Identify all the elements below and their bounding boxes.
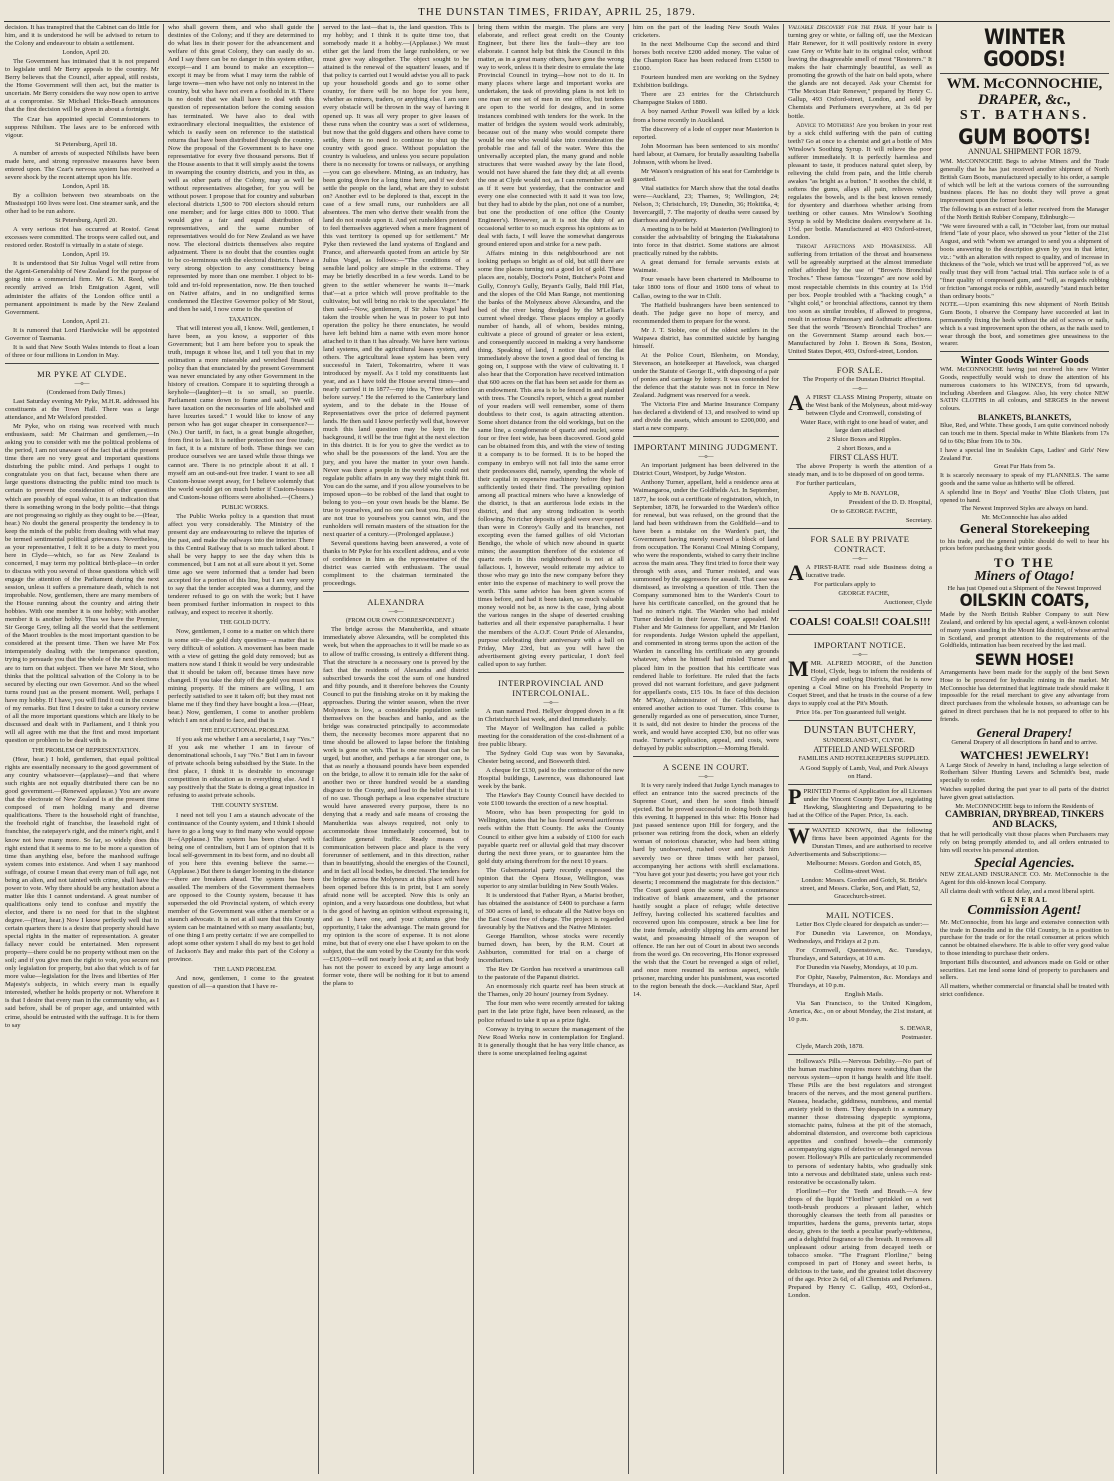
ad-heading: Winter Goods Winter Goods: [960, 355, 1089, 367]
section-rule: [788, 359, 932, 360]
column-3: [320, 24, 472, 1476]
ornament: —o—: [543, 699, 559, 706]
article-text: A cheque for £130, paid to the contractor of the new Hospital buildings, Lawrence, was dishonoured last week by the bank.: [478, 767, 624, 791]
dateline: London, April 20.: [62, 49, 110, 57]
article-text: A boy named Arthur Powell was killed by a kick from a horse recently in Auckland.: [633, 108, 779, 124]
ad-text: S. DEWAR,: [899, 1024, 932, 1032]
article-text: John Moorman has been sentenced to six months' hard labour, at Oamaru, for brutally assaulting Isabella Johnson, with whom he lived.: [633, 142, 779, 166]
section-heading: TAXATION.: [228, 315, 262, 323]
ad-heading: DUNSTAN BUTCHERY,: [803, 725, 917, 737]
column-6: [785, 24, 935, 1476]
article-text: him on the part of the leading New South Wales cricketers.: [633, 24, 779, 40]
ad-text: Are you broken in your rest by a sick child suffering with the pain of cutting teeth? Go at once to a chemist and get a bottle of Mrs Winslow's Soothing Syrup. It will relieve the poor sufferer immediately. It is perfectly harmless and pleasant to taste, it produces natural quiet sleep, by relieving the child from pain, and the little cherub awakes "as bright as a button." It soothes the child, it softens the gums, allays all pain, relieves wind, regulates the bowels, and is the best known remedy for dysentery and diarrhoea whether arising from teething or other causes. Mrs Winslow's Soothing Syrup is sold by Medicine dealers everywhere at 1s. 1½d. per bottle. Manufactured at 493 Oxford-street, London.: [788, 121, 932, 242]
section-rule: [788, 610, 932, 611]
ad-heading: IMPORTANT NOTICE.: [813, 640, 907, 650]
section-rule: [5, 363, 159, 364]
article-text: It is said that New South Wales intends to float a loan of three or four millions in London in May.: [5, 343, 159, 359]
article-text: The Gubernatorial party recently expressed the opinion that the Opera House, Wellington, was superior to any similar building in New South Wales.: [478, 866, 624, 890]
ad-text: Great Fur Hats from 5s.: [994, 463, 1055, 471]
ornament: —o—: [852, 555, 868, 562]
article-heading: INTERPROVINCIAL AND INTERCOLONIAL.: [498, 677, 604, 698]
ad-text: WANTED KNOWN, that the following firms have been appointed Agents for the Dunstan Times, and are authorised to receive Advertisements and Subscriptions:—: [788, 826, 932, 858]
article-text: The Mayor of Wellington has called a public meeting for the consideration of the cost-dishment of a free public library.: [478, 724, 624, 748]
article-text: It is rumored that Lord Hardwicke will be appointed Governor of Tasmania.: [5, 326, 159, 342]
section-rule: [788, 720, 932, 721]
article-heading: A SCENE IN COURT.: [662, 762, 750, 773]
ad-text: Via San Francisco, to the United Kingdom, America, &c., on or about Monday, the 21st instant, at 10 p.m.: [788, 999, 932, 1023]
ad-heading: CAMBRIAN, DRYBREAD, TINKERS AND BLACKS,: [945, 810, 1104, 831]
ad-text: 2 Sluice Boxes and Ripples.: [826, 436, 902, 444]
ad-text: SUNDERLAND-ST., CLYDE.: [822, 737, 905, 745]
section-rule: [478, 672, 624, 673]
ad-text: It is scarcely necessary to speak of my FLANNELS. The same goods and the same value as hitherto will be offered.: [940, 472, 1109, 488]
ad-text: All suffering from irritation of the throat and hoarseness will be agreeably surprised at the almost immediate relief afforded by the use of "Brown's Bronchial Troches." These famous "lozenges" are now sold by most respectable chemists in this country at 1s 1½d per box. People troubled with a "hacking cough," a "slight cold," or bronchial affections, cannot try them too soon as similar troubles, if allowed to progress, result in serious Pulmonary and Asthmatic affections. See that the words "Brown's Bronchial Troches" are on the Government Stamp around each box.—Manufactured by John I. Brown & Sons, Boston, United States Depot, 493, Oxford-street, London.: [788, 243, 932, 355]
ornament: —o—: [388, 609, 404, 616]
ad-text: "We were favoured with a call, in "October last, from our mutual friend "late of your place, who showed us your "letter of the 21st August, and with "whom we arranged to send you a shipment of boots answering to the description given by you in that letter, viz.: "with an alteration with respect to quality, and of increase in thickness of the "sole, which we trust will be approved "of, as we really trust they will from "actual trial. This surface sole is of a "finer quality of compressed gum, and "will, as regards rubbing or friction "amongst rocks or rubble, assuredly "stand much better than ordinary boots.": [940, 222, 1109, 300]
column-divider: [628, 24, 629, 1474]
ad-text: Water Race, with right to one head of water, and large dam attached: [800, 419, 928, 435]
ad-text: Clyde, March 20th, 1878.: [796, 1042, 864, 1050]
ad-text: He has just Opened out a Shipment of the Newest Improved: [947, 584, 1102, 592]
article-heading: MR PYKE AT CLYDE.: [37, 368, 127, 379]
ad-heading: WM. McCONNOCHIE,: [946, 76, 1103, 93]
ad-text: Auctioneer, Clyde: [883, 598, 932, 606]
ad-text: President of the D. D. Hospital,: [848, 498, 932, 506]
drop-cap: A: [788, 559, 804, 585]
article-text: It is very rarely indeed that Judge Lynch manages to effect an entrance into the sacred precincts of the Supreme Court, and then he soon finds himself ejected. But he proved successful in doing both things this evening. It happened in this wise: His Honor had just passed sentence upon Hill for forgery, and the prisoner was retiring from the dock, when an elderly woman of notorious character, who had been sitting hard by unobserved, rushed over and struck him severely two or three times with her parasol, accompanying her actions with shrill exclamations. "You have got your just deserts; you have got your rich deserts; I recommend the magistrate for this decision." The Court gazed upon the scene with a countenance indicative of blank amazement, and the prisoner hastily sought a place of refuge; while detective Jeffrey, having collected his scattered faculties and recovered upon his composure, struck a bee line for the irate female, adroitly slipping his arm around her waist, and possessing himself of the weapon of offence. He ran her out of Court in about two seconds from the word go. On recovering, His Honor expressed the wish that the Court be revenged a sign of relief, and once more resumed its serious aspect, while prisoner, marching under his punishment, was escorted to the region beneath the dock.—Auckland Star, April 14.: [633, 782, 779, 999]
ad-heading: COALS! COALS!! COALS!!!: [789, 616, 931, 628]
masthead-title: THE DUNSTAN TIMES, FRIDAY, APRIL 25, 1879.: [418, 6, 696, 18]
ad-heading: Special Agencies.: [974, 855, 1075, 871]
ad-heading: WATCHES! JEWELRY!: [959, 748, 1090, 763]
drop-cap: M: [788, 656, 809, 682]
article-text: The Rev Dr Gordon has received a unanimous call to the pastorate of the Papanui district.: [478, 966, 624, 982]
ad-text: For particulars apply to: [813, 580, 876, 588]
article-text: If you ask me whether I am a secularist, I say "Yes." If you ask me whether I am in favour of denominational schools, I say "No." But I am in favour of private schools being subsidised by the State. In the first place, I think it is desirable to encourage competition in education as in everything else. And I say positively that the State is doing a great injustice in refusing to assist private schools.: [168, 736, 314, 800]
article-text: (Hear, hear.) I hold, gentlemen, that equal political rights are essentially necessary to the good government of any country whatsoever—(applause)—and that where such rights are not equally distributed there can be no good government.—(Renewed applause.) You are aware that the electorate of New Zealand is at the present time composed of men holding many and diverse qualifications. There is the household right of franchise, the freehold right of franchise, the leasehold right of franchise, the ratepayer's right, and the miner's right, and I know not how many more. So far, so widely does this right extend that it seems to me to be more a question of time than anything else, before the manhood suffrage system comes into existence. And when I say manhood suffrage, of course I mean that every man of full age, not being an alien, and not tainted with crime, shall have the power to vote. Why there should be any hesitation about a matter like this I cannot understand. A great number of qualifications only tend to confuse and mystify the elector, and there is no need for that in the slightest degree.—(Hear, hear.) Now I know perfectly well that in certain quarters there is a desire that property should have special rights in the matter of representation. A greater fallacy never could be entertained. Men represent property—there could be no property without men on the soil; and if you give men the right to vote, you secure not only legislation for property, but also that which is of far more value—legislation for the lives and liberties of Her Majesty's subjects, in which every man is equally interested, whether he holds property or not. Wherefore it is that I desire that every man in the community who, as I said before, shall be of proper age, and untainted with crime, should be entrusted with the suffrage. It is for them to say: [5, 756, 159, 1029]
article-text: The bridge across the Manuherikia, and situate immediately above Alexandra, will be completed this week, but when the approaches to it will be made so as to allow of traffic crossing, is entirely a different thing. That the structure is a necessary one is proved by the fact that the residents of Alexandra and district subscribed towards the cost the sum of one hundred and fifty pounds, and it therefore behoves the County Council to put the finishing stroke on it by making the approaches. During the winter season, when the river Molyneux is low, a considerable population settle themselves on the beaches and banks, and as the bridge was constructed principally to accommodate them, the necessity becomes more apparent that no time should be allowed to lapse before the finishing work is gone on with. That is one reason that can be urged, but another, and perhaps a far stronger one, is that as nearly a thousand pounds have been expended on the bridge, to allow it to remain idle for the sake of another two or three hundred would be a standing disgrace to the County, and lead to the belief that it is of no use. Though perhaps a less expensive structure would have answered every purpose, there is no denying that a ready and safe means of crossing the Manuherikia was always required, not only to accommodate those immediately concerned, but to facilitate general traffic. Ready means of communication between place and place is the very forerunner of settlement, and in this direction, rather than in beautifying, should the energies of the Council, and in fact all local bodies, be directed. The tenders for the bridge across the Molyneux at this place will have been opened before this is in print, but I am sorely afraid none will be accepted. Now this is only an opinion, and a very hazardous one doubtless, but what is the good of having an opinion without expressing it, and as I have one, and your columns give the opportunity, I take the advantage. The main ground for my opinion is the score of expense. It is not alone mine, but that of every one else I have spoken to on the subject, that the sum voted by the County for this work—£15,000—will not nearly look at it; and as that body has not the power to exceed by any large amount a former vote, there will be nothing for it but to amend the plans to: [323, 626, 469, 988]
article-text: decision. It has transpired that the Cabinet can do little for him, and it is understood he will be advised to return to the Colony and endeavour to obtain a settlement.: [5, 24, 159, 48]
article-text: In the next Melbourne Cup the second and third horses both receive £200 added money. The value of the Champion Race has been reduced from £1500 to £1000.: [633, 41, 779, 73]
section-rule: [788, 784, 932, 785]
ad-text: Hollowax's Pills.—Nervous Debility.—No part of the human machine requires more watching than the nervous system—upon it hangs health and life itself. These Pills are the best regulators and strongest bracers of the nerves, and the most general purifiers. Nausea, headache, giddiness, numbness, and mental anxiety yield to them. They despatch in a summary manner those distressing dyspeptic symptoms, stomachic pains, fulness at the pit of the stomach, abdominal distension, and overcome both capricious appetites and confined bowels—the commonly accompanying signs of defective or deranged nervous power. Holloway's Pills are particularly recommended to persons of sedentary habits, who gradually sink into a nervous and debilitated state, unless such rest-restorative be occasionally taken.: [788, 1057, 932, 1186]
article-text: Moore, who has been prospecting for gold in Wellington, states that he has found several auriferous reefs within the Hutt County. He asks the County Council to either give him a subsidy of £100 for each payable quartz reef or alluvial gold that may discover during the next three years, or to guarantee him the gold duty arising therefrom for the next 10 years.: [478, 809, 624, 865]
article-text: Affairs mining in this neighbourhood are not looking perhaps so bright as of old, but still there are some fine places turning out a good lot of gold. These places are, notably, Doctor's Point, Butcher's Point and Gully, Conroy's Gully, Bryant's Gully, Bald Hill Flat, and the slopes of the Old Man Range, not mentioning the banks of the Molyneux above Alexandra, and the bed of the river being dredged by the M'Lellan's current wheel dredge. These places employ a goodly number of hands, all of whom, besides mining, cultivate a piece of ground of greater or less extent, and consequently succeed in making a very handsome thing. Speaking of land, I notice that on the flat immediately above the town a good deal of fencing is going on, I suppose with the view of cultivating it. I also hear that the Corporation have received intimation that 600 acres on the flat has been set aside for them as an endowment. This area is to be fenced in and planted with trees. The Council's report, which a great number of your readers will well remember, some of them doubtless to their cost, is again attracting attention. Some short distance from the old workings, but on the same line, a conglomerate of quartz and nuclei, some four or five feet wide, has been discovered. Good gold can be obtained from this, and with the view of testing it a company is to be formed. It is to be hoped the company in embryo will not fall into the same error their predecessors did, namely, spending the whole of their capital in expensive machinery before they had sufficiently tested their find. The prevailing opinion among all practical miners who have a knowledge of the district, is that an auriferous lode exists in the district, and that any strong indication is worth following. No richer deposits of gold were ever opened than were in Conroy's Gully and its branches, not excepting even the famed gullies of old Victorian Bendigo, the whole of which now abound in quartz mines; the assumption therefore of the existence of quartz reefs in this neighbourhood is not at all fallacious. I, however, would reiterate my advice to those who may go into the new company before they enter into the expense of machinery to well prove the worth. This same advice has been given scores of times before, and had it been taken, so much valuable money would not be, as now is the case, lying about the various ranges in the shape of deserted crushing batteries and all their expensive paraphernalia. I hear the members of the A.O.F. Court Pride of Alexandra, purpose celebrating their anniversary with a ball on Friday, May 23rd, but as you will have the advertisement giving every particular, I don't feel called upon to say further.: [478, 250, 624, 668]
ad-text: The following is an extract of a letter received from the Manager of the North British Rubber Company, Edinburgh:—: [940, 205, 1109, 221]
ad-text: to his trade, and the general public should do well to hear his prices before purchasing their winter goods.: [940, 537, 1109, 553]
ad-heading: GUM BOOTS!: [958, 125, 1091, 150]
ad-text: WM. McCONNOCHIE Begs to advise Miners and the Trade generally that he has just received another shipment of North British Gum Boots, manufactured specially to his order, a sample of which will be left at the various corners of the surrounding business places. He has no doubt they will prove a great improvement upon the former boots.: [940, 158, 1109, 205]
drop-cap: A: [788, 390, 804, 416]
ad-text: that he will periodically visit those places when Purchasers may rely on being promptly attended to, and all orders entrusted to him will receive his personal attention.: [940, 831, 1109, 854]
article-text: Fourteen hundred men are working on the Sydney Exhibition buildings.: [633, 74, 779, 90]
section-heading: THE COUNTY SYSTEM.: [211, 802, 279, 810]
article-text: That will interest you all, I know. Well, gentlemen, I have been, as you know, a supporter of this Government; but I am here before you to speak the truth, impugn it whose list, and I tell you that in my estimation a more miserable and wretched financial policy than that enunciated by the present Government was never enunciated by any other Government in the history of creation. Compare it to squirting through a keyhole—(laughter)—it is so small, so puerile. Parliament came down to frame and said, "We will have taxation on the necessaries of life abolished and have luxuries taxed." I would like to know of any person who has got sugar cheaper in consequence?—(No.) Our tariff, in fact, is a great bungle altogether, from first to last. It is neither protection nor free trade; in fact, it is a mixture of both. These things we can produce ourselves we are taxed while those things we cannot are. There is no principle about it at all. I myself am an out-and-out free trader. I want to see all Custom-house swept away, for I believe solemnly that the world would get on much better if Custom-houses and Custom-house officers were abolished.—(Cheers.): [168, 324, 314, 501]
section-heading: THE GOLD DUTY.: [219, 619, 271, 627]
article-text: Mr Pyke, who on rising was received with much enthusiasm, said: Mr Chairman and gentlemen,—In asking you to consider with me the political problems of the period, I am not unaware of the fact that at the present time there are no very great and important questions disturbing the public mind. And perhaps I ought to congratulate you on that fact, because when there are large questions distracting the public mind too much is certain to prevent the consideration of other questions which are possibly of equal value, it is an indication that there is something wrong in the body politic—that things are not progressing so rightly as they ought to be.—(Hear, hear.) No doubt the general prosperity the tendency is to keep the minds of the public from dealing with what may be termed sentimental political grievances. Nevertheless, as your representative, I felt it to be a duty to meet you here in Clyde—which, so far as New Zealand is concerned, I may term my political birth-place—in order to discuss with you several of those questions which will engage the attention of the Parliament during the next session, unless it suffers a premature death, which is not improbable. Now, gentlemen, there are many members of the House running about the country and airing their hobbies. With one member it is one hobby; with another member it is another hobby. Thus we have the Premier, Sir George Grey, telling all the world that the settlement of the Maori troubles is the most important question to be considered at the present time. Then we have Mr Fox intemperately dealing with the temperance question, trying to persuade you that the whole of the next elections are to turn on that subject. Then we have Mr Stout, who thinks that the political salvation of the Colony is to be secured by electing our own Governor. And so the wheel turns round just as the present moment. Well, perhaps I have my hobby. If I have, you will find it out in the course of my remarks. But first I desire to take a cursory review of all the more important questions which are likely to be discussed and dealt with in Parliament, and I think you will all agree with me that the first and most important question or problem to be dealt with is: [5, 423, 159, 744]
article-text: The Public Works policy is a question that must affect you very considerably. The Ministry of the present day are endeavouring to relieve the injuries of the past, and make the railways into the interior. There is this Central Railway that is so much talked about. I shall be very happy to see the day when this is commenced, but I am not at all sure about it yet. Some time ago we were informed that a tender had been accepted for a portion of this line, but I am very sorry to say that the tender accepted was a dummy, and the tenderer refused to go on with the work; but I have been promised further information in respect to this railway, and expect to receive it shortly.: [168, 512, 314, 617]
ornament: —o—: [852, 385, 868, 392]
ad-text: A FIRST-RATE road side Business doing a lucrative trade.: [805, 563, 932, 579]
ornament: —o—: [852, 652, 868, 658]
ad-text: Mr. McConnochie has also added: [981, 514, 1068, 522]
article-text: A number of arrests of suspected Nihilists have been made here, and strong repressive measures have been entered upon. The Czar's nervous system has received a severe shock by the recent attempt upon his life.: [5, 149, 159, 181]
ad-text: A Large Stock of Jewelry in hand, including a large selection of Rotherham Silver Hunting Levers and Schmidt's best, made specially to order.: [940, 761, 1109, 785]
dateline: London, April 19.: [62, 251, 110, 259]
article-text: The Czar has appointed special Commissioners to suppress Nihilism. The laws are to be enforced with vigour.: [5, 115, 159, 139]
ad-text: GEORGE FACHE,: [838, 589, 890, 597]
masthead: [0, 6, 1114, 18]
drop-cap: P: [788, 783, 802, 809]
article-text: served to the last—that is, the land question. This is my hobby; and I think it is quite time too, that somebody made it a hobby.—(Applause.) We must either get the land from the large runholders, or we must give way altogether. The object sought to be attained is the renewal of the squatters' leases, and if that policy is carried out I would advise you all to pack up your household goods and go to some other country, for there will be no hope for you here, whether as miners, traders, or anything else. I am sure every obstacle will be thrown in the way of having it opened up. It was all very proper to give leases of these runs when the country was a sort of wilderness, but now that the gold diggers and others have come to settle, there is no need to continue to shut up the country with good grace. Without population the country is valueless, and unless you secure population there is no necessity for towns or railways, or anything—you can go elsewhere. Mining, as an industry, has been going down for a long time here, and if we don't settle the people on the land, what are they to subsist on? Another evil to be deplored is that, except in the case of a few small runs, our runholders are all absentees. The men who derive their wealth from the land do not reside upon it. And yet runholders pretend to feel themselves aggrieved when a mere fragment of this vast territory is opened up for settlement." Mr Pyke then reviewed the land systems of England and France, and afterwards quoted from an article by Sir Julius Vogel, as follows:—"The conditions of a sensible land policy are simple in the extreme. They may be briefly described in a few words. Land to be given to the settler whenever he wants it—'mark that'—at a price which will prove profitable to the cultivator, but will bring no risk to the speculator." He then said—Now, gentlemen, if Sir Julius Vogel had taken the trouble when he was in power to put into operation the policy he there enunciates, he would have left behind him a name with even more honor attached to it than it has already. We have here various land systems, and the agricultural leases system, and others. The agricultural lease system has been very successful in Taieri, Tokomairiro, where it was introduced by myself. As I told my constituents last year, and as I have told the House several times—and nearly carried it in 1877—my idea is, "Free selection before survey." He the referred to the Canterbury land system, and to the debate in the House of Representatives over the price of deferred payment lands. He then said I know perfectly well that, however much this land question may be kept in the background, it will be the true fight at the next election in this district. It is for you to give the verdict as to who shall be the possessors of the land. You are the jury, and you have the matter in your own hands. Never was there a people in the world who could not regulate public affairs in any way they might think fit. You can do the same, and if you allow yourselves to be imposed upon—to be robbed of the land that ought to belong to you—on your own heads be the blame. Be true to yourselves, and no one can beat you. But if you are not true to yourselves you cannot win, and the runholders will remain masters of the situation for the next quarter of a century.—(Prolonged applause.): [323, 24, 469, 538]
article-text: who shall govern them, and who shall guide the destinies of the Colony; and if they are determined to do what lies in their power for the advancement and welfare of this great Colony, they can easily do so. And I say there can be no danger in this system either, except—and I am bound to make an exception—except it may be from what I may term the rabble of large towns—men who have not only no interest in the country, but who have not even a foothold in it. There is no doubt that we shall have to deal with this question of representation before the coming session has terminated. We have also to deal with extraordinary electoral inequalities, the existence of which is easily seen on reference to the statistical returns that have been distributed through the country. Now the proposal of the Government is to have one representative for every five thousand persons. But if the House assents to that it will simply assist the towns in swamping the country districts, and you in this, as well as other parts of the Colony, may as well be without representatives altogether, for you will be without power. I propose that for country and suburban electoral districts 1,500 to 700 electors should return one member; and for large cities 800 to 1000. That would give a fair and equal distribution of representatives, and the same number of representatives would do for New Zealand as we have now. The electoral districts themselves also require adjustment. There is no doubt that the counties ought to be co-terminous with the electoral districts. I have a very strong objection to any constituency being represented by more than one member. I object to bi-told and tri-fold representation, now. He then touched on Native affairs, and in no undignified terms condemned the Elective Governor policy of Mr Stout, and then he said, I now come to the question of: [168, 24, 314, 313]
column-divider: [783, 24, 784, 1474]
ad-text: FAMILIES AND HOTELKEEPERS SUPPLIED.: [798, 755, 930, 763]
ad-heading: FOR SALE.: [836, 364, 884, 375]
article-text: Several questions having been answered, a vote of thanks to Mr Pyke for his excellent address, and a vote of confidence in him as the representative of the district was carried with enthusiasm. The usual compliment to the chairman terminated the proceedings.: [323, 540, 469, 588]
ad-heading: GENERAL: [1000, 895, 1049, 904]
ad-title: Valuable Discovery for the Hair.: [788, 24, 888, 31]
column-divider: [318, 24, 319, 1474]
column-divider: [163, 24, 164, 1474]
ad-text: A splendid line in Boys' and Youths' Blue Cloth Ulsters, just opened to hand.: [940, 488, 1109, 504]
ad-text: Floriline!—For the Teeth and Breath.—A few drops of the liquid "Floriline" sprinkled on a wet tooth-brush produces a pleasant lather, which thoroughly cleanses the teeth from all parasites or impurities, hardens the gums, prevents tartar, stops decay, gives to the teeth a peculiar pearly-whiteness, and a delightful fragrance to the breath. It removes all unpleasant odour arising from decayed teeth or tobacco smoke. "The Fragrant Floriline," being composed in part of Honey and sweet herbs, is delicious to the taste, and the greatest toilet discovery of the age. Price 2s 6d, of all Chemists and Perfumers. Prepared by Henry C. Gallup, 493, Oxford-st., London.: [788, 1187, 932, 1300]
ad-text: A FIRST CLASS Mining Property, situate on the West bank of the Molyneux, about mid-way between Clyde and Cromwell, consisting of: [805, 394, 932, 418]
ad-heading: Miners of Otago!: [974, 568, 1075, 584]
ad-subheading: The Property of the Dunstan District Hospital.: [802, 375, 926, 383]
article-text: At the Police Court, Blenheim, on Monday, Stevenson, an hotelkeeper at Havelock, was charged under the Statute of George II., with disposing of a pair of ponies and carriage by lottery. It was contended for the defence that the statute was not in force in New Zealand. Judgment was reserved for a week.: [633, 351, 780, 400]
article-text: Four vessels have been chartered in Melbourne to take 1800 tons of flour and 1600 tons of wheat to Callao, owing to the war in Chili.: [633, 276, 779, 300]
dateline: St Petersburg, April 20.: [55, 217, 117, 225]
ad-text: General Drapery of all descriptions in hand and to arrive.: [951, 739, 1098, 747]
ad-text: All matters, whether commercial or financial shall be treated with strict confidence.: [940, 983, 1109, 999]
article-text: It is understood that Sir Julius Vogel will retire from the Agent-Generalship of New Zealand for the purpose of going into a commercial firm. Mr G. M. Reed, who recently arrived as Irish Emigration Agent, will administer the affairs of the London office until a permanent appointment is made by the New Zealand Government.: [5, 260, 159, 316]
article-subheading: (Condensed from Daily Times.): [46, 388, 126, 396]
article-text: The four men who were recently arrested for taking part in the late prize fight, have been released, as the police refused to take it up as a prize fight.: [478, 1000, 624, 1024]
article-text: Last Saturday evening Mr Pyke, M.H.R. addressed his constituents at the Town Hall. There was a large attendance, and Mr Welsford presided.: [5, 397, 159, 422]
mcconnochie-advertisement: [937, 24, 1112, 1476]
section-rule: [788, 1054, 932, 1055]
article-text: I need not tell you I am a staunch advocate of the continuance of the County system, and I think I should have to go a long way to find many who would oppose it—(Applause.) The system has been charged with being one of centralism, but I am of opinion that it is local self-government in its best form, and no doubt all of you here this evening believe the same.—(Applause.) But there is danger looming in the distance—there are breakers ahead. The system has been assailed. The members of the Government themselves are opposed to the County system, because it has superseded the old Provincial system, of which every member of the Government was either a member or a staunch advocate. It is not at all sure that this County system can be maintained with so many assailants; but, of one thing I am pretty certain: if we are compelled to adopt some other system I shall do my best to get hold of Jackson's Bay and make this part of the Colony a province.: [168, 811, 314, 964]
ad-text: If your hair is turning grey or white, or falling off, use the Mexican Hair Renewer, for it will positively restore in every case Grey or White hair to its original color, without leaving the disagreeable smell of most "Restorers." It makes the hair charmingly beautiful, as well as promoting the growth of the hair on bald spots, where the glands are not decayed. Ask your Chemist for "The Mexican Hair Renewer," prepared by Henry C. Gallup, 493 Oxford-street, London, and sold by Chemists and Perfumers everywhere, at 3s 6d per bottle.: [788, 24, 932, 120]
section-rule: [788, 528, 932, 529]
ad-text: Letter Box Clyde cleared for despatch as under:—: [796, 921, 929, 929]
article-text: The Hawke's Bay County Council have decided to vote £100 towards the erection of a new hospital.: [478, 792, 624, 808]
section-heading: PUBLIC WORKS.: [221, 503, 269, 511]
article-text: The Government has intimated that it is not prepared to legislate until Mr Berry appeals to the country. Mr Berry believes that the Council, after appeal, still resists, the Home Government will then act, but the matter is uncertain. Mr Berry considers the way now open to arrive at a compromise. Sir Michael Hicks-Beach announces that the first decision will be given in about a fortnight.: [5, 58, 159, 114]
ad-text: Blue, Red, and White. These goods, I am quite convinced nobody can touch me in them. Special make in White Blankets from 17s 6d to 60s; Blue from 10s to 30s.: [940, 422, 1109, 446]
column-4: [475, 24, 627, 1476]
ad-text: For Cromwell, Queenstown, &c. Tuesdays, Thursdays, and Saturdays, at 10 a.m.: [788, 947, 932, 963]
ad-text: 2 short Boxes, and a: [837, 445, 891, 453]
section-heading: THE LAND PROBLEM.: [213, 966, 277, 974]
article-text: Now, gentlemen, I come to a matter on which there is some stir—the gold duty question—a matter that is very difficult of solution. A movement has been made with a view of getting the gold duty removed; but as matters now stand I think it would be very undesirable that it should be taken off, because times have now changed. If you take the duty off the gold you must tax mining property. If the miners are willing, I am perfectly satisfied to see it taken off; but they must not blame me if they find they have bought a loss.—(Hear, hear.) Now, gentlemen, I come to another problem which I am not afraid to face, and that is: [168, 628, 314, 724]
ad-text: NEW ZEALAND INSURANCE CO. Mr. McConnochie is the Agent for this old-known local Company.: [940, 871, 1109, 887]
ad-text: MR. ALFRED MOORE, of the Junction Hotel, Clyde, begs to inform the residents of Clyde and outlying Districts, that he is now opening a Coal Mine on his Freehold Property in Coquet Street, and that he trusts in the course of a few days to supply coal at the Pit's Mouth.: [788, 660, 932, 708]
ad-text: For Dunedin via Lawrence, on Mondays, Wednesdays, and Fridays at 2 p.m.: [788, 930, 932, 946]
ad-title: Advice to Mothers!: [796, 121, 855, 129]
ad-text: For Ophir, Naseby, Palmerston, &c. Mondays and Thursdays, at 10 p.m.: [788, 973, 932, 989]
ad-text: Made by the North British Rubber Company to suit New Zealand, and ordered by his special agent, a well-known colonist of many years standing in the Mount Ida district, of whose arrival in Scotland, and prompt attention to the requirements of the Goldfields, intimation has been received by the last mail.: [940, 611, 1109, 650]
ad-text: Mr. McConnochie, from his large and extensive connection with the trade in Dunedin and in the Old Country, is in a position to purchase for the trade or for the retail consumer at prices which cannot be obtained elsewhere. He is able to offer very good value to those intending to purchase their orders.: [940, 918, 1109, 958]
ad-heading: General Drapery!: [976, 724, 1073, 740]
article-text: Anthony Turner, appellant, held a residence area at Waimangaroa, under the Goldfields Act. In September, 1877, he took out a certificate of registration, which, in September, 1878, he forwarded to the Warden's office for renewal, but was refused, on the ground that the land had been withdrawn from the Goldfield—and to have been a mistake on the Warden's part, the Government having merely reserved a block of land from occupation. The Koranui Coal Mining Company, who were the respondents, wished to carry their incline across the main area. They first tried to force their way through with axes, and Turner resisted, and was summoned by the aggressors for assault. That case was dismissed, as involving a question of title. Then the Company summoned him to the Warden's Court to have his certificate cancelled, on the ground that he had no miner's right. The Warden who had misled Turner decided in their favour. Turner appealed. Mr Fisher and Mr Guinness for appellant, and Mr Hanlon for respondents. Judge Weston upheld the appellant, and commented in strong terms upon the action of the Warden in cancelling his certificate on any grounds whatever, when he himself had misled Turner and placed him in the position that his certificate was rendered liable to forfeiture. He ruled that the facts proved did not warrant forfeiture, and gave judgment for appellant's costs, £15 10s. In face of this decision Mr M'Kay, Administrator of the Goldfields, has entered another action to oust Turner. This course is generally regarded as one of persecution, since Turner, it is said, did not desire to hinder the process of the work, and would have accepted £30, but no offer was made. Turner's application, appeal, and costs, were defrayed by public subscription.—Morning Herald.: [633, 479, 779, 752]
ad-text: English Mails.: [844, 990, 884, 998]
article-text: It is understood that Father Ryan, a Marist brother, has obtained the assistance of £400 to purchase a farm of 300 acres of land, to educate all the Native boys on the East Coast free of charge. The project is regarded favourably by the Natives and the Native Minister.: [478, 891, 624, 932]
ad-text: Melbourne: Messrs. Gordon and Gotch, 85, Collins-street West.: [806, 859, 922, 876]
section-rule: [633, 436, 779, 437]
section-rule: [633, 756, 779, 757]
article-text: An enormously rich quartz reef has been struck at the Thames, only 20 hours' journey from Sydney.: [478, 983, 624, 999]
dateline: St Petersburg, April 18.: [55, 140, 117, 148]
ad-text: Apply to Mr B. NAYLOR,: [828, 489, 900, 497]
ad-text: Or to GEORGE FACHE,: [830, 507, 898, 515]
ad-heading: Commission Agent!: [967, 903, 1082, 919]
article-text: The Hatfield bushrangers have been sentenced to death. The judge gave no hope of mercy, and recommended them to prepare for the worst.: [633, 301, 779, 325]
ad-text: FIRST CLASS HUT.: [829, 453, 899, 463]
ad-heading: TO THE: [993, 555, 1056, 571]
masthead-rule: [4, 21, 1110, 22]
ad-text: All claims dealt with without delay, and a most liberal spirit.: [940, 888, 1095, 896]
ornament: —o—: [698, 774, 714, 781]
ad-heading: OILSKIN COATS,: [959, 591, 1090, 612]
ad-heading: MAIL NOTICES.: [825, 910, 895, 921]
ad-text: For further particulars,: [796, 480, 856, 488]
ad-text: ATTFIELD AND WELSFORD: [813, 745, 915, 755]
ad-text: Postmaster.: [901, 1033, 932, 1041]
ad-text: For Dunedin via Naseby, Mondays, at 10 p.m.: [796, 964, 918, 972]
column-2: [165, 24, 317, 1476]
article-text: Mr Wason's resignation of his seat for Cambridge is gazetted.: [633, 167, 779, 183]
article-text: A great demand for female servants exists at Waimate.: [633, 259, 779, 275]
article-heading: IMPORTANT MINING JUDGMENT.: [633, 442, 779, 453]
ad-text: Watches supplied during the past year to all parts of the district have given great satisfaction.: [940, 786, 1109, 801]
article-text: There are 23 entries for the Christchurch Champagne Stakes of 1880.: [633, 91, 779, 107]
article-text: Conway is trying to secure the management of the New Road Works now in contemplation for England. It is generally thought that he has very little chance, as there is some unexplained feeling against: [478, 1025, 624, 1057]
article-text: Mr J. T. Stobie, one of the oldest settlers in the Waipawa district, has committed suicide by hanging himself.: [633, 326, 779, 350]
ad-text: I have a special line in Sealskin Caps, Ladies' and Girls' New Zealand Fur.: [940, 446, 1109, 462]
article-text: The Sydney Gold Cup was won by Savanaka, Chester being second, and Bosworth third.: [478, 750, 624, 766]
ad-text: The Newest Improved Styles are always on hand.: [961, 505, 1088, 513]
ad-heading: BLANKETS, BLANKETS,: [977, 413, 1072, 423]
ad-text: London: Messrs. Gordon and Gotch, St. Bride's street, and Messrs. Clarke, Son, and Platt, 52, Gracechurch-street.: [800, 877, 927, 901]
article-text: The Victoria Fire and Marine Insurance Company has declared a dividend of 13, and resolved to wind up and divide the assets, which amount to £200,000, and start a new company.: [633, 401, 779, 433]
section-heading: THE EDUCATIONAL PROBLEM.: [200, 727, 290, 735]
column-divider: [473, 24, 474, 1474]
ornament: —o—: [698, 454, 714, 461]
section-rule: [323, 591, 469, 592]
ad-text: WM. McCONNOCHIE having just received his new Winter Goods, respectfully would wish to draw the attention of his numerous customers to his WINCEYS, from 6d upwards, including Aberdeen and Glasgow. Also, his very choice NEW SATIN CLOTHS in all colours, and SERGES in the newest colours.: [940, 366, 1109, 413]
dateline: London, April 21.: [62, 317, 110, 325]
column-1: [2, 24, 162, 1476]
article-text: By a collision between two steamboats on the Mississippi 160 lives were lost. One steamer sank, and the other had to be run ashore.: [5, 191, 160, 216]
ad-heading: FOR SALE BY PRIVATE CONTRACT.: [810, 533, 910, 554]
ad-heading: ST. BATHANS.: [959, 107, 1090, 123]
column-5: [630, 24, 782, 1476]
section-rule: [788, 904, 932, 905]
ad-text: NOTE.—Upon examining this new shipment of North British Gum Boots, I observe the Company have succeeded at last in permanently fixing the heels without the aid of screws or nails, which is a vast improvement upon the others, as the nails used to wear through the boot, and sometimes give uneasiness to the wearer.: [940, 301, 1109, 348]
ad-subheading: ANNUAL SHIPMENT FOR 1879.: [968, 147, 1081, 157]
article-text: A very serious riot has occurred at Rostof. Great excesses were committed. The troops were called out, and restored order. Rostoff is virtually in a state of siege.: [5, 226, 159, 250]
article-subheading: (FROM OUR OWN CORRESPONDENT.): [345, 617, 455, 625]
article-text: bring them within the margin. The plans are very elaborate, and reflect great credit on the County Engineer, but there lies the fault—they are too elaborate. I cannot help but think the Council in this matter, as in a great many others, have gone the wrong way to work, unless it is their desire to emulate the late Provincial Council in trying—how not to do it. In many places where large and important works are undertaken, the task of providing plans is not left to one man or one set of men in one office, but tenders are open to the world for designs, and in some instances combined with tenders for the work. In the matter of bridges the system would work admirably, because out of the many who would compete there would be one who would take into consideration the probable rise and fall of the water. Were this the universally accepted plan, the many grand and noble structures that were washed away by the late flood, would not have shared the fate they did; at all events the one at Clyde would not, as I can remember as well as if it were but yesterday, that the contractor and every one else connected with it said it was too low, but they had to abide by the plan, not one of a number, but one the production of one office (the County Engineer's). However, as it is not the duty of an occasional writer to so much express his opinions as to deal with facts, I will leave the somewhat dangerous ground entered upon and strike for a new path.: [478, 24, 624, 249]
article-text: The discovery of a lode of copper near Masterton is reported.: [633, 125, 779, 141]
ad-text: A Good Supply of Lamb, Veal, and Pork Always on Hand.: [799, 764, 929, 780]
article-text: George Hamilton, whose stocks were recently burned down, has been, by the R.M. Court at Ashburton, committed for trial on a charge of incendiarism.: [478, 933, 624, 965]
section-heading: THE PROBLEM OF REPRESENTATION.: [31, 746, 141, 754]
ad-heading: DRAPER, &c.,: [977, 91, 1072, 108]
article-text: And now, gentlemen, I come to the greatest question of all—a question that I have re-: [168, 975, 314, 991]
section-rule: [940, 351, 1109, 352]
ad-heading: SEWN HOSE!: [974, 650, 1075, 670]
article-text: Vital statistics for March show that the total deaths were—Auckland, 23; Thames, 9; Wellington, 24; Nelson, 3; Christchurch, 19; Dunedin, 36; Hokitika, 4; Invercargill, 7. The majority of deaths were caused by diarrhoea and dysentery.: [633, 184, 779, 225]
dateline: London, April 18.: [62, 182, 110, 190]
section-rule: [940, 73, 1109, 74]
ad-text: The above Property is worth the attention of a steady man, and is to be disposed of on good terms.: [788, 463, 932, 479]
ad-text: Price 16s. per Ton guaranteed full weight.: [796, 709, 907, 717]
ad-title: Throat Affections and Hoarseness.: [796, 243, 917, 251]
ad-text: Secretary.: [905, 516, 932, 524]
ad-text: Mr. McCONNOCHIE begs to inform the Residents of: [955, 802, 1094, 810]
article-text: An important judgment has been delivered in the District Court, Westport, by Judge Weston.: [633, 462, 779, 478]
article-text: A meeting is to be held at Masterton (Wellington) to consider the advisability of bringing the Eiakatahuna into force in that district. Some stations are almost practically ruined by the rabbits.: [633, 226, 779, 258]
section-rule: [788, 634, 932, 635]
ornament: —o—: [74, 380, 90, 387]
ad-heading: WINTER GOODS!: [983, 25, 1066, 72]
ad-heading: General Storekeeping: [959, 522, 1090, 537]
drop-cap: W: [788, 822, 810, 848]
ad-text: PRINTED Forms of Application for all Licenses under the Vincent County Bye Laws, regulating Hawking, Slaughtering and Depasturing to be had at the Office of the Paper. Price, 1s. each.: [788, 787, 932, 819]
ad-text: Important Bills discounted, and advances made on Gold or other securities. Let me lend some kind of property to purchasers and sellers.: [940, 958, 1109, 982]
ad-text: Arrangements have been made for the supply of the best Sewn Hose to be procured for hydraulic mining in the market. Mr McConnochie has determined that legitimate trade should make it impossible for the retail merchant to give any advantage from direct purchases from the wholesale houses, so advantage can be gained in direct purchases that he is not prepared to offer to his friends.: [940, 669, 1109, 723]
article-heading: ALEXANDRA: [367, 597, 425, 608]
article-text: A man named Fred. Hellyer dropped down in a fit in Christchurch last week, and died immediately.: [478, 707, 624, 723]
